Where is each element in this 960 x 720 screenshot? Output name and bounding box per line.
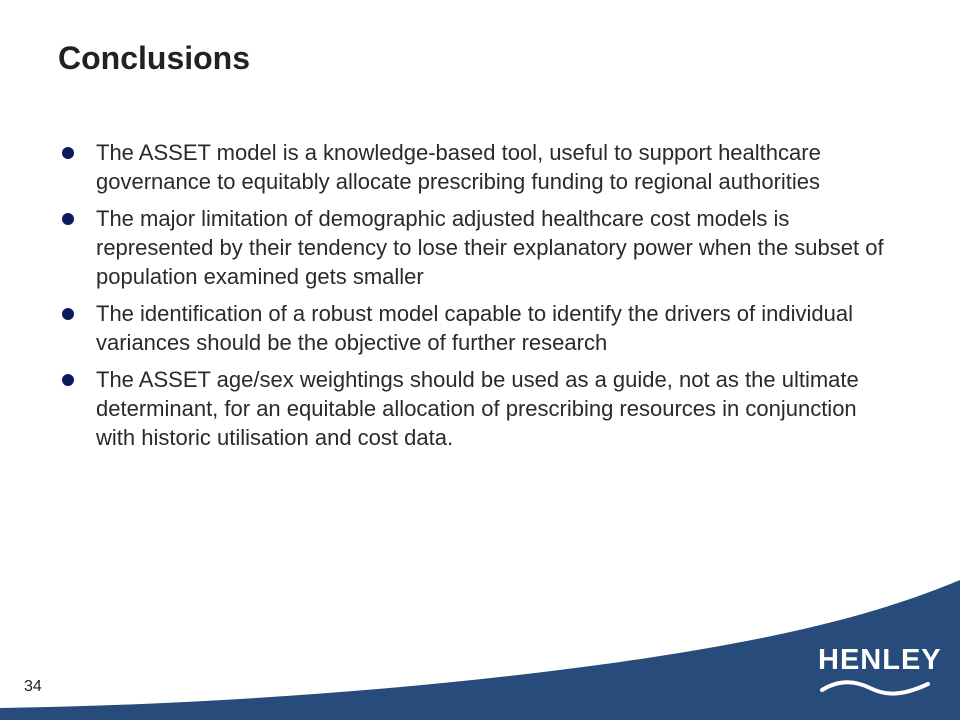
bullet-dot-icon bbox=[62, 147, 74, 159]
page-number: 34 bbox=[24, 678, 42, 695]
bullet-text: The major limitation of demographic adjusted healthcare cost models is represented by their tendency to lose their explanatory power when the subset of population examined gets smaller bbox=[96, 206, 884, 289]
bullet-list bbox=[0, 138, 960, 460]
footer-wave-banner bbox=[0, 580, 960, 720]
henley-logo bbox=[818, 644, 942, 704]
wave-swoosh-icon bbox=[818, 678, 934, 700]
bullet-dot-icon bbox=[62, 213, 74, 225]
bullet-item bbox=[0, 299, 960, 357]
bullet-item bbox=[0, 138, 960, 196]
slide-title: Conclusions bbox=[58, 40, 251, 76]
logo-text: HENLEY bbox=[818, 644, 942, 676]
bullet-dot-icon bbox=[62, 374, 74, 386]
bullet-dot-icon bbox=[62, 308, 74, 320]
bullet-item bbox=[0, 204, 960, 291]
bullet-text: The identification of a robust model capable to identify the drivers of individual variances should be the objective of further research bbox=[96, 301, 853, 355]
bullet-text: The ASSET model is a knowledge-based tool, useful to support healthcare governance to equitably allocate prescribing funding to regional authorities bbox=[96, 140, 821, 194]
bullet-text: The ASSET age/sex weightings should be used as a guide, not as the ultimate determinant, for an equitable allocation of prescribing resources in conjunction with historic utilisation and cost data. bbox=[96, 367, 859, 450]
bullet-item bbox=[0, 365, 960, 452]
